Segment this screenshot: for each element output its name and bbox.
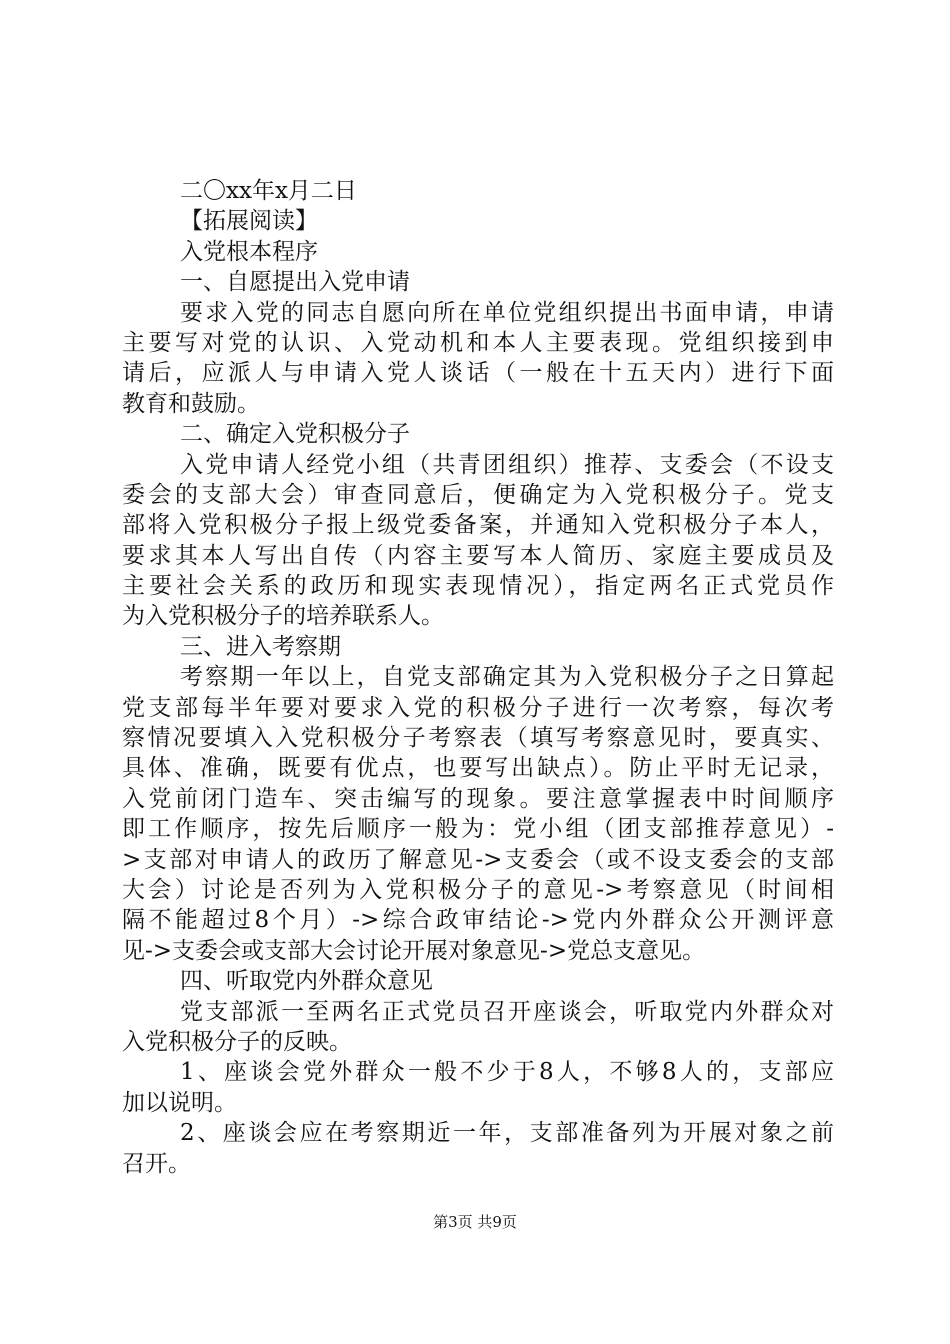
- text-line: 主要写对党的认识、入党动机和本人主要表现。党组织接到申: [122, 329, 834, 356]
- text-line: 党支部每半年要对要求入党的积极分子进行一次考察，每次考: [122, 694, 834, 721]
- text-line: 一、自愿提出入党申请: [180, 269, 410, 296]
- text-line: 【拓展阅读】: [180, 208, 318, 235]
- text-line: 隔不能超过8个月）->综合政审结论->党内外群众公开测评意: [122, 907, 834, 934]
- text-line: 入党积极分子的反映。: [122, 1028, 352, 1055]
- text-line: 召开。: [122, 1150, 191, 1177]
- text-line: 二〇xx年x月二日: [180, 178, 357, 204]
- text-line: 入党申请人经党小组（共青团组织）推荐、支委会（不设支: [180, 451, 834, 478]
- document-body: [122, 176, 834, 1179]
- text-line: 加以说明。: [122, 1089, 237, 1116]
- text-line: 请后，应派人与申请入党人谈话（一般在十五天内）进行下面: [122, 360, 834, 387]
- text-line: 即工作顺序，按先后顺序一般为：党小组（团支部推荐意见）-: [122, 816, 834, 843]
- text-line: 二、确定入党积极分子: [180, 421, 410, 448]
- text-line: 入党根本程序: [180, 238, 318, 265]
- text-line: 部将入党积极分子报上级党委备案，并通知入党积极分子本人，: [122, 512, 834, 539]
- text-line: 委会的支部大会）审查同意后，便确定为入党积极分子。党支: [122, 481, 834, 508]
- text-line: 要求其本人写出自传（内容主要写本人简历、家庭主要成员及: [122, 542, 834, 569]
- text-line: 为入党积极分子的培养联系人。: [122, 603, 444, 630]
- text-line: 入党前闭门造车、突击编写的现象。要注意掌握表中时间顺序: [122, 785, 834, 812]
- text-line: 党支部派一至两名正式党员召开座谈会，听取党内外群众对: [180, 998, 834, 1025]
- text-line: 三、进入考察期: [180, 633, 341, 660]
- text-line: 大会）讨论是否列为入党积极分子的意见->考察意见（时间相: [122, 876, 834, 903]
- page-number-footer: 第3页 共9页: [433, 1213, 517, 1231]
- text-line: 见->支委会或支部大会讨论开展对象意见->党总支意见。: [122, 937, 706, 964]
- text-line: 四、听取党内外群众意见: [180, 968, 433, 995]
- text-line: 2、座谈会应在考察期近一年，支部准备列为开展对象之前: [180, 1120, 834, 1147]
- text-line: 具体、准确，既要有优点，也要写出缺点）。防止平时无记录，: [122, 755, 834, 782]
- text-line: 考察期一年以上，自党支部确定其为入党积极分子之日算起: [180, 664, 834, 691]
- text-line: 教育和鼓励。: [122, 390, 260, 417]
- text-line: 1、座谈会党外群众一般不少于8人，不够8人的，支部应: [180, 1059, 834, 1086]
- text-line: 主要社会关系的政历和现实表现情况），指定两名正式党员作: [122, 573, 834, 600]
- text-line: >支部对申请人的政历了解意见->支委会（或不设支委会的支部: [122, 846, 834, 873]
- text-line: 要求入党的同志自愿向所在单位党组织提出书面申请，申请: [180, 299, 834, 326]
- text-line: 察情况要填入入党积极分子考察表（填写考察意见时，要真实、: [122, 725, 834, 752]
